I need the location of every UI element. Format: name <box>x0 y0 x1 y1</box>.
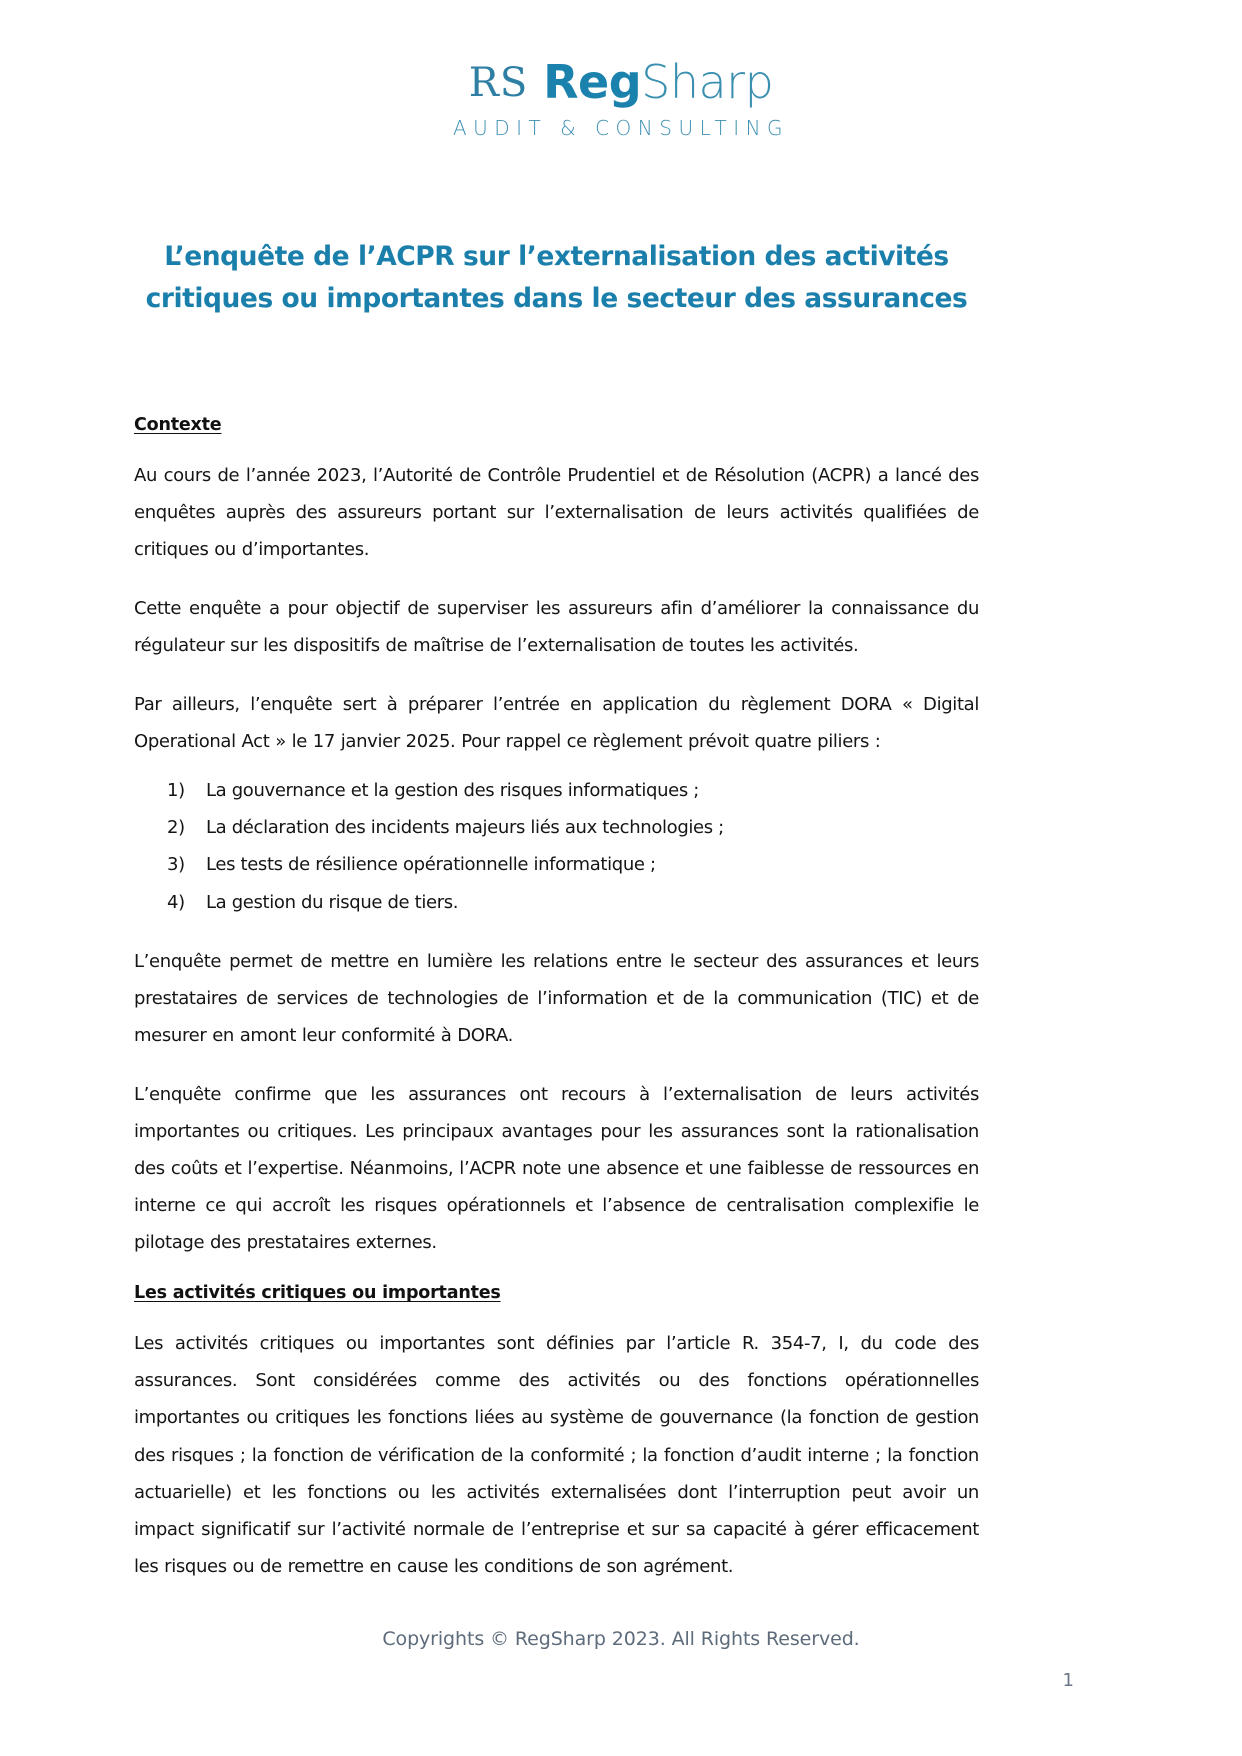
list-item-label: La déclaration des incidents majeurs liés aux technologies ; <box>206 817 724 839</box>
paragraph: L’enquête permet de mettre en lumière les relations entre le secteur des assurances et leurs prestataires de services de technologies de l’information et de la communication (TIC) et de mesurer en amont leur conformité à DORA. <box>134 950 979 1046</box>
list-item <box>134 772 979 809</box>
spacer <box>134 1054 979 1076</box>
paragraph: L’enquête confirme que les assurances ont recours à l’externalisation de leurs activités importantes ou critiques. Les principaux avantages pour les assurances sont la rationalisation des coûts et l’expertise. Néanmoins, l’ACPR note une absence et une faiblesse de ressources en interne ce qui accroît les risques opérationnels et l’absence de centralisation complexifie le pilotage des prestataires externes. <box>134 1083 979 1254</box>
paragraph: Par ailleurs, l’enquête sert à préparer l’entrée en application du règlement DORA « Digital Operational Act » le 17 janvier 2025. Pour rappel ce règlement prévoit quatre piliers : <box>134 694 979 753</box>
brand-logo <box>0 0 1242 140</box>
section-activites-critiques <box>134 1283 979 1585</box>
section-heading-contexte: Contexte <box>134 414 222 435</box>
spacer <box>134 1261 979 1283</box>
section-contexte <box>134 415 979 1261</box>
spacer <box>134 568 979 590</box>
spacer <box>134 760 979 772</box>
list-item-marker: 1) <box>167 780 185 802</box>
paragraph: Au cours de l’année 2023, l’Autorité de Contrôle Prudentiel et de Résolution (ACPR) a lancé des enquêtes auprès des assureurs portant sur l’externalisation de leurs activités qualifiées de critiques ou d’importantes. <box>134 464 979 560</box>
page-footer <box>0 1616 1242 1756</box>
spacer <box>134 321 979 415</box>
list-item-label: La gestion du risque de tiers. <box>206 891 459 913</box>
page-title <box>134 236 979 321</box>
document-content <box>134 236 979 1585</box>
list-item-marker: 2) <box>167 817 185 839</box>
spacer <box>134 435 979 457</box>
list-item <box>134 884 979 921</box>
spacer <box>134 1303 979 1325</box>
page-title-line-2: importantes dans le secteur des assurances <box>326 283 968 315</box>
paragraph: Cette enquête a pour objectif de superviser les assureurs afin d’améliorer la connaissance du régulateur sur les dispositifs de maîtrise de l’externalisation de toutes les activités. <box>134 598 979 657</box>
dora-pillars-list <box>134 772 979 920</box>
list-item <box>134 809 979 846</box>
spacer <box>134 664 979 686</box>
list-item <box>134 846 979 883</box>
footer-copyright: Copyrights © RegSharp 2023. All Rights Reserved. <box>382 1628 860 1650</box>
logo-tagline: AUDIT & CONSULTING <box>452 116 790 141</box>
logo-name-bold: Reg <box>543 55 642 109</box>
spacer <box>134 921 979 943</box>
logo-initials: RS <box>468 60 529 106</box>
page-number: 1 <box>1062 1670 1074 1691</box>
logo-wordmark <box>0 55 1242 109</box>
list-item-marker: 4) <box>167 891 185 913</box>
list-item-label: La gouvernance et la gestion des risques informatiques ; <box>206 780 699 802</box>
section-heading-activites-critiques: Les activités critiques ou importantes <box>134 1283 501 1304</box>
list-item-marker: 3) <box>167 854 185 876</box>
page-title-line-1: L’enquête de l’ACPR sur l’externalisation des activités critiques ou <box>145 241 949 315</box>
paragraph: Les activités critiques ou importantes sont définies par l’article R. 354-7, I, du code des assurances. Sont considérées comme des activités ou des fonctions opérationnelles importantes ou critiques les fonctions liées au système de gouvernance (la fonction de gestion des risques ; la fonction de vérification de la conformité ; la fonction d’audit interne ; la fonction actuarielle) et les fonctions ou les activités externalisées dont l’interruption peut avoir un impact significatif sur l’activité normale de l’entreprise et sur sa capacité à gérer efficacement les risques ou de remettre en cause les conditions de son agrément. <box>134 1333 979 1577</box>
logo-name-light: Sharp <box>641 55 774 109</box>
list-item-label: Les tests de résilience opérationnelle informatique ; <box>206 854 656 876</box>
